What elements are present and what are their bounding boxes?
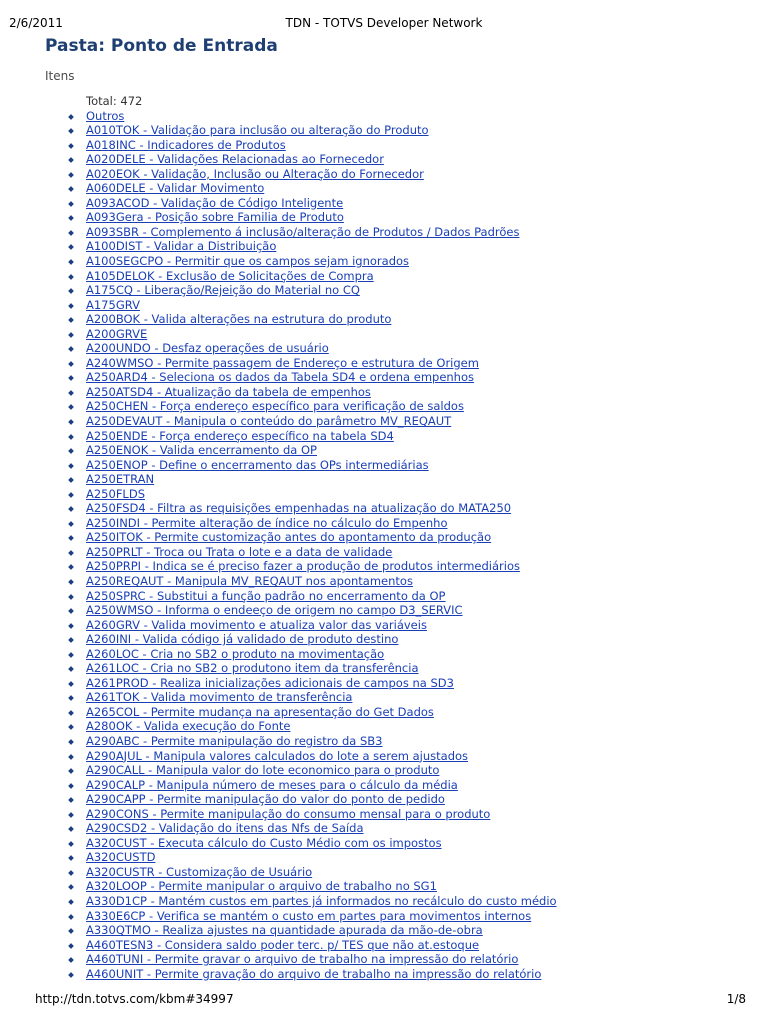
diamond-bullet-icon bbox=[68, 201, 74, 207]
list-item bbox=[66, 807, 756, 822]
item-link[interactable]: A460TUNI - Permite gravar o arquivo de trabalho na impressão do relatório bbox=[86, 952, 519, 967]
diamond-bullet-icon bbox=[68, 870, 74, 876]
diamond-bullet-icon bbox=[68, 157, 74, 163]
item-link[interactable]: A200UNDO - Desfaz operações de usuário bbox=[86, 341, 329, 356]
item-link[interactable]: A020DELE - Validações Relacionadas ao Fornecedor bbox=[86, 152, 384, 167]
item-link[interactable]: A260GRV - Valida movimento e atualiza valor das variáveis bbox=[86, 617, 427, 632]
diamond-bullet-icon bbox=[68, 943, 74, 949]
diamond-bullet-icon bbox=[68, 812, 74, 818]
item-link[interactable]: A250CHEN - Força endereço específico para verificação de saldos bbox=[86, 399, 464, 414]
item-link[interactable]: A250ENDE - Força endereço específico na tabela SD4 bbox=[86, 428, 394, 443]
item-link[interactable]: A320CUSTD bbox=[86, 850, 156, 865]
diamond-bullet-icon bbox=[68, 972, 74, 978]
item-link[interactable]: A460UNIT - Permite gravação do arquivo de trabalho na impressão do relatório bbox=[86, 966, 542, 981]
item-link[interactable]: A290CALL - Manipula valor do lote economico para o produto bbox=[86, 763, 440, 778]
item-link[interactable]: A250FLDS bbox=[86, 486, 145, 501]
item-link[interactable]: A265COL - Permite mudança na apresentação do Get Dados bbox=[86, 704, 434, 719]
list-item bbox=[66, 792, 756, 807]
diamond-bullet-icon bbox=[68, 288, 74, 294]
diamond-bullet-icon bbox=[68, 245, 74, 251]
diamond-bullet-icon bbox=[68, 826, 74, 832]
item-link[interactable]: A250FSD4 - Filtra as requisições empenhadas na atualização do MATA250 bbox=[86, 501, 512, 516]
list-item bbox=[66, 909, 756, 924]
list-item bbox=[66, 850, 756, 865]
item-link[interactable]: A261PROD - Realiza inicializações adicionais de campos na SD3 bbox=[86, 675, 454, 690]
footer-url: http://tdn.totvs.com/kbm#34997 bbox=[35, 992, 234, 1006]
list-item bbox=[66, 690, 756, 705]
list-item bbox=[66, 370, 756, 385]
diamond-bullet-icon bbox=[68, 405, 74, 411]
list-item bbox=[66, 530, 756, 545]
list-item bbox=[66, 632, 756, 647]
item-link[interactable]: A290CSD2 - Validação do itens das Nfs de Saída bbox=[86, 821, 364, 836]
list-item bbox=[66, 152, 756, 167]
diamond-bullet-icon bbox=[68, 637, 74, 643]
item-link[interactable]: A093SBR - Complemento á inclusão/alteração de Produtos / Dados Padrões bbox=[86, 224, 520, 239]
footer-page-number: 1/8 bbox=[726, 992, 746, 1006]
diamond-bullet-icon bbox=[68, 797, 74, 803]
list-item bbox=[66, 123, 756, 138]
list-item bbox=[66, 545, 756, 560]
list-item bbox=[66, 574, 756, 589]
list-item bbox=[66, 661, 756, 676]
diamond-bullet-icon bbox=[68, 841, 74, 847]
item-link[interactable]: A261LOC - Cria no SB2 o produtono item da transferência bbox=[86, 661, 419, 676]
list-item bbox=[66, 181, 756, 196]
diamond-bullet-icon bbox=[68, 448, 74, 454]
list-item bbox=[66, 559, 756, 574]
diamond-bullet-icon bbox=[68, 565, 74, 571]
item-link[interactable]: A330E6CP - Verifica se mantém o custo em partes para movimentos internos bbox=[86, 908, 532, 923]
list-item bbox=[66, 705, 756, 720]
list-item bbox=[66, 516, 756, 531]
diamond-bullet-icon bbox=[68, 274, 74, 280]
diamond-bullet-icon bbox=[68, 768, 74, 774]
item-link[interactable]: A261TOK - Valida movimento de transferência bbox=[86, 690, 353, 705]
diamond-bullet-icon bbox=[68, 303, 74, 309]
diamond-bullet-icon bbox=[68, 550, 74, 556]
item-link[interactable]: A250PRPI - Indica se é preciso fazer a produção de produtos intermediários bbox=[86, 559, 520, 574]
diamond-bullet-icon bbox=[68, 376, 74, 382]
list-item bbox=[66, 254, 756, 269]
list-item bbox=[66, 836, 756, 851]
diamond-bullet-icon bbox=[68, 114, 74, 120]
diamond-bullet-icon bbox=[68, 128, 74, 134]
diamond-bullet-icon bbox=[68, 536, 74, 542]
list-item bbox=[66, 414, 756, 429]
diamond-bullet-icon bbox=[68, 434, 74, 440]
item-link[interactable]: A290CALP - Manipula número de meses para o cálculo da média bbox=[86, 777, 458, 792]
diamond-bullet-icon bbox=[68, 856, 74, 862]
diamond-bullet-icon bbox=[68, 914, 74, 920]
list-item bbox=[66, 225, 756, 240]
item-link[interactable]: A290AJUL - Manipula valores calculados do lote a serem ajustados bbox=[86, 748, 469, 763]
list-item bbox=[66, 239, 756, 254]
diamond-bullet-icon bbox=[68, 186, 74, 192]
diamond-bullet-icon bbox=[68, 783, 74, 789]
diamond-bullet-icon bbox=[68, 899, 74, 905]
list-item bbox=[66, 763, 756, 778]
list-item bbox=[66, 749, 756, 764]
diamond-bullet-icon bbox=[68, 623, 74, 629]
print-date: 2/6/2011 bbox=[9, 16, 63, 30]
list-item bbox=[66, 865, 756, 880]
list-item bbox=[66, 589, 756, 604]
diamond-bullet-icon bbox=[68, 492, 74, 498]
diamond-bullet-icon bbox=[68, 696, 74, 702]
diamond-bullet-icon bbox=[68, 710, 74, 716]
item-link[interactable]: A290CAPP - Permite manipulação do valor do ponto de pedido bbox=[86, 792, 445, 807]
item-link[interactable]: A200GRVE bbox=[86, 326, 148, 341]
diamond-bullet-icon bbox=[68, 754, 74, 760]
list-item bbox=[66, 719, 756, 734]
item-link[interactable]: A018INC - Indicadores de Produtos bbox=[86, 137, 286, 152]
diamond-bullet-icon bbox=[68, 317, 74, 323]
list-item bbox=[66, 501, 756, 516]
diamond-bullet-icon bbox=[68, 521, 74, 527]
item-link[interactable]: A320CUSTR - Customização de Usuário bbox=[86, 864, 313, 879]
items-list bbox=[66, 109, 756, 982]
item-link[interactable]: A093ACOD - Validação de Código Inteligente bbox=[86, 195, 344, 210]
list-item bbox=[66, 210, 756, 225]
diamond-bullet-icon bbox=[68, 681, 74, 687]
item-link[interactable]: A100DIST - Validar a Distribuição bbox=[86, 239, 277, 254]
item-link[interactable]: A330D1CP - Mantém custos em partes já informados no recálculo do custo médio bbox=[86, 894, 557, 909]
item-link[interactable]: A320CUST - Executa cálculo do Custo Médio com os impostos bbox=[86, 835, 442, 850]
diamond-bullet-icon bbox=[68, 608, 74, 614]
item-link[interactable]: A175CQ - Liberação/Rejeição do Material no CQ bbox=[86, 283, 360, 298]
list-item bbox=[66, 967, 756, 982]
item-link[interactable]: A250ENOP - Define o encerramento das OPs intermediárias bbox=[86, 457, 429, 472]
item-link[interactable]: A250ENOK - Valida encerramento da OP bbox=[86, 443, 317, 458]
diamond-bullet-icon bbox=[68, 346, 74, 352]
diamond-bullet-icon bbox=[68, 361, 74, 367]
item-link[interactable]: A100SEGCPO - Permitir que os campos sejam ignorados bbox=[86, 253, 410, 268]
list-item bbox=[66, 821, 756, 836]
item-link[interactable]: A290CONS - Permite manipulação do consumo mensal para o produto bbox=[86, 806, 491, 821]
item-link[interactable]: A175GRV bbox=[86, 297, 140, 312]
section-label-itens: Itens bbox=[45, 69, 75, 83]
list-item bbox=[66, 283, 756, 298]
diamond-bullet-icon bbox=[68, 390, 74, 396]
item-link[interactable]: A250INDI - Permite alteração de índice no cálculo do Empenho bbox=[86, 515, 448, 530]
item-link[interactable]: A020EOK - Validação, Inclusão ou Alteração do Fornecedor bbox=[86, 166, 424, 181]
diamond-bullet-icon bbox=[68, 594, 74, 600]
item-link[interactable]: A105DELOK - Exclusão de Solicitações de Compra bbox=[86, 268, 374, 283]
item-link[interactable]: A260LOC - Cria no SB2 o produto na movimentação bbox=[86, 646, 385, 661]
list-item bbox=[66, 603, 756, 618]
diamond-bullet-icon bbox=[68, 885, 74, 891]
diamond-bullet-icon bbox=[68, 652, 74, 658]
item-link[interactable]: A330QTMO - Realiza ajustes na quantidade apurada da mão-de-obra bbox=[86, 923, 483, 938]
item-link[interactable]: A250SPRC - Substitui a função padrão no encerramento da OP bbox=[86, 588, 446, 603]
list-item bbox=[66, 734, 756, 749]
diamond-bullet-icon bbox=[68, 666, 74, 672]
diamond-bullet-icon bbox=[68, 419, 74, 425]
item-link[interactable]: A250REQAUT - Manipula MV_REQAUT nos apontamentos bbox=[86, 574, 413, 588]
list-item bbox=[66, 952, 756, 967]
diamond-bullet-icon bbox=[68, 259, 74, 265]
total-count: Total: 472 bbox=[86, 94, 143, 108]
item-link[interactable]: A093Gera - Posição sobre Familia de Produto bbox=[86, 210, 344, 225]
diamond-bullet-icon bbox=[68, 477, 74, 483]
list-item bbox=[66, 399, 756, 414]
list-item bbox=[66, 618, 756, 633]
diamond-bullet-icon bbox=[68, 957, 74, 963]
list-item bbox=[66, 109, 756, 124]
diamond-bullet-icon bbox=[68, 725, 74, 731]
list-item bbox=[66, 356, 756, 371]
diamond-bullet-icon bbox=[68, 230, 74, 236]
list-item bbox=[66, 676, 756, 691]
item-link[interactable]: A200BOK - Valida alterações na estrutura do produto bbox=[86, 312, 392, 327]
list-item bbox=[66, 327, 756, 342]
diamond-bullet-icon bbox=[68, 172, 74, 178]
diamond-bullet-icon bbox=[68, 928, 74, 934]
diamond-bullet-icon bbox=[68, 579, 74, 585]
diamond-bullet-icon bbox=[68, 463, 74, 469]
list-item bbox=[66, 778, 756, 793]
list-item bbox=[66, 894, 756, 909]
diamond-bullet-icon bbox=[68, 332, 74, 338]
list-item bbox=[66, 647, 756, 662]
diamond-bullet-icon bbox=[68, 506, 74, 512]
list-item bbox=[66, 269, 756, 284]
item-link[interactable]: A460TESN3 - Considera saldo poder terc. p/ TES que não at.estoque bbox=[86, 937, 480, 952]
diamond-bullet-icon bbox=[68, 739, 74, 745]
list-item bbox=[66, 487, 756, 502]
item-link[interactable]: A250PRLT - Troca ou Trata o lote e a data de validade bbox=[86, 544, 393, 559]
item-link[interactable]: A250ITOK - Permite customização antes do apontamento da produção bbox=[86, 530, 492, 545]
list-item bbox=[66, 298, 756, 313]
item-link[interactable]: A320LOOP - Permite manipular o arquivo de trabalho no SG1 bbox=[86, 879, 437, 894]
list-item bbox=[66, 429, 756, 444]
item-link[interactable]: A240WMSO - Permite passagem de Endereço e estrutura de Origem bbox=[86, 355, 479, 370]
print-header-title: TDN - TOTVS Developer Network bbox=[285, 16, 483, 30]
list-item bbox=[66, 312, 756, 327]
list-item bbox=[66, 196, 756, 211]
item-link[interactable]: A010TOK - Validação para inclusão ou alteração do Produto bbox=[86, 123, 429, 138]
diamond-bullet-icon bbox=[68, 215, 74, 221]
list-item bbox=[66, 167, 756, 182]
page-title: Pasta: Ponto de Entrada bbox=[45, 36, 278, 56]
item-link[interactable]: A250DEVAUT - Manipula o conteúdo do parâmetro MV_REQAUT bbox=[86, 413, 452, 428]
list-item bbox=[66, 341, 756, 356]
list-item bbox=[66, 385, 756, 400]
list-item bbox=[66, 879, 756, 894]
item-link[interactable]: A280OK - Valida execução do Fonte bbox=[86, 719, 291, 734]
list-item bbox=[66, 138, 756, 153]
item-link[interactable]: A250WMSO - Informa o endeeço de origem no campo D3_SERVIC bbox=[86, 603, 463, 618]
diamond-bullet-icon bbox=[68, 143, 74, 149]
item-link[interactable]: A060DELE - Validar Movimento bbox=[86, 181, 265, 196]
list-item bbox=[66, 443, 756, 458]
item-link[interactable]: A250ATSD4 - Atualização da tabela de empenhos bbox=[86, 384, 371, 399]
item-link[interactable]: Outros bbox=[86, 108, 125, 123]
list-item bbox=[66, 938, 756, 953]
list-item bbox=[66, 472, 756, 487]
item-link[interactable]: A250ARD4 - Seleciona os dados da Tabela SD4 e ordena empenhos bbox=[86, 370, 474, 385]
item-link[interactable]: A250ETRAN bbox=[86, 472, 155, 487]
item-link[interactable]: A290ABC - Permite manipulação do registro da SB3 bbox=[86, 734, 383, 749]
item-link[interactable]: A260INI - Valida código já validado de produto destino bbox=[86, 632, 399, 647]
list-item bbox=[66, 923, 756, 938]
list-item bbox=[66, 458, 756, 473]
